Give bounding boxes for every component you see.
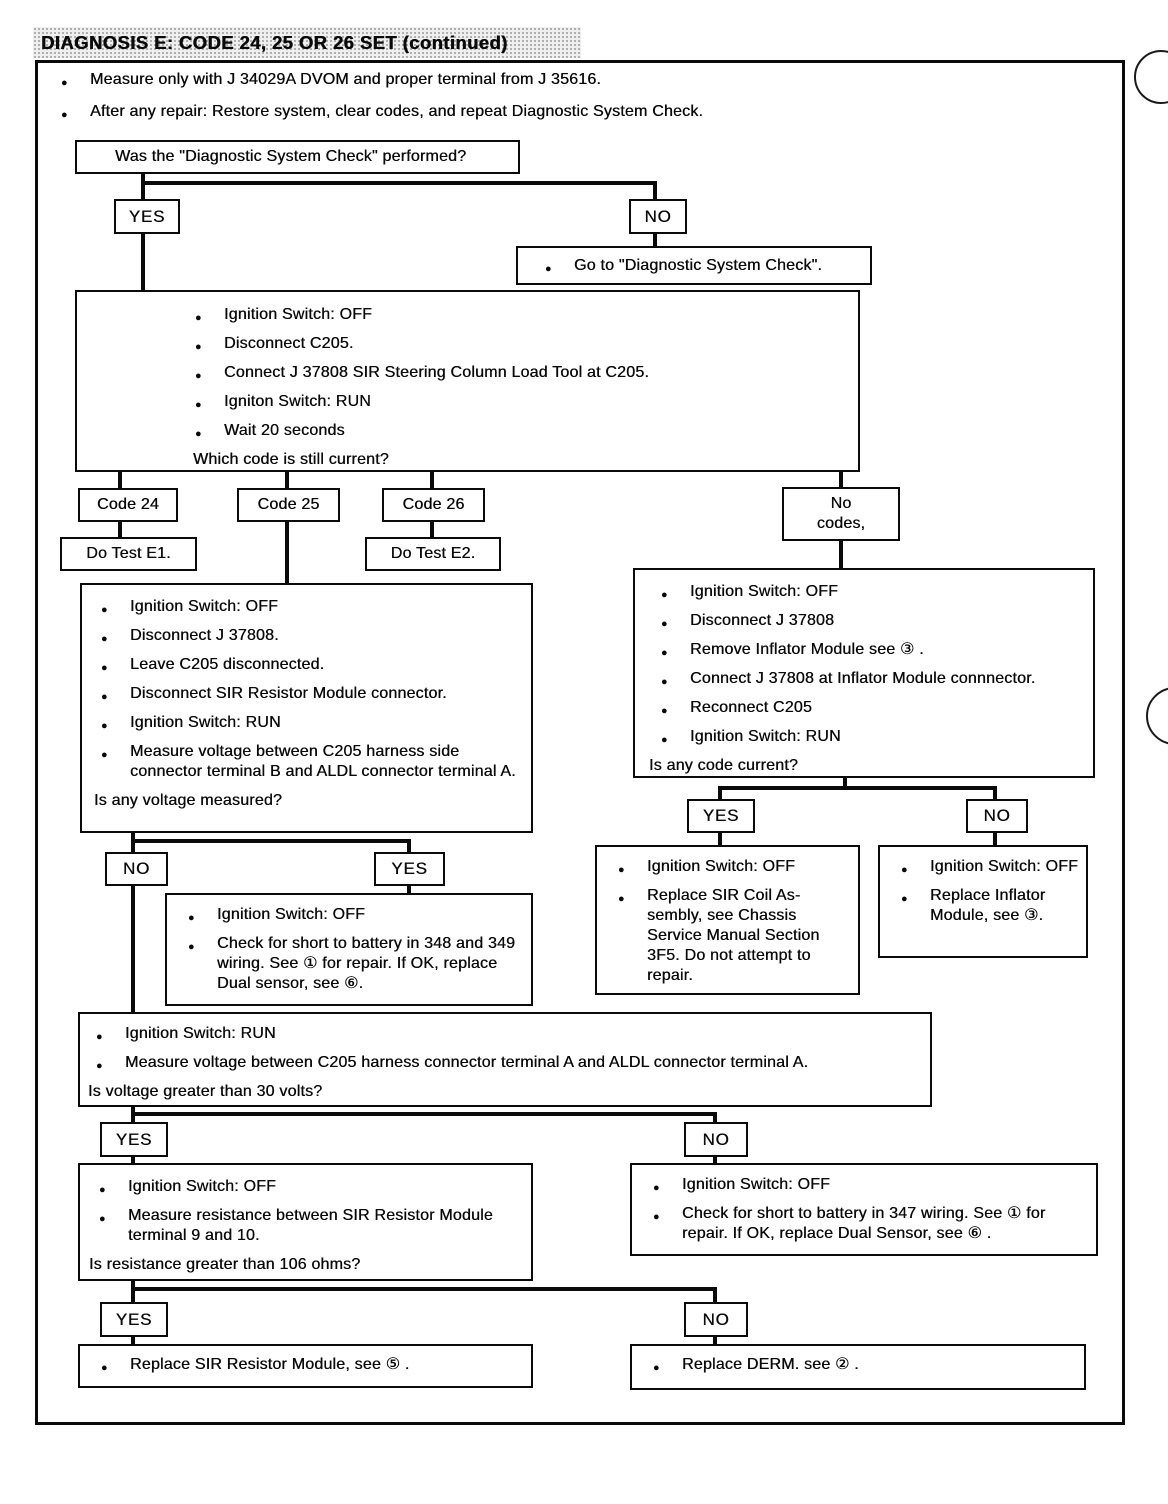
no-codes-text: No [830, 495, 852, 512]
yes-text: YES [115, 1129, 153, 1149]
action-item: ● Ignition Switch: OFF [217, 905, 521, 925]
step-item: ● Ignition Switch: OFF [690, 582, 1083, 602]
connector-line [131, 885, 135, 1012]
yes-text: YES [128, 206, 166, 226]
connector-line [131, 1112, 717, 1116]
action-item: ● Ignition Switch: OFF [930, 857, 1080, 877]
connector-line [718, 786, 722, 799]
replace-inflator-box [878, 845, 1088, 958]
code-26-box [382, 488, 485, 522]
step-item: ● Disconnect J 37808 [690, 611, 1083, 631]
yes-branch-label [100, 1122, 168, 1157]
no-text: NO [702, 1129, 730, 1149]
connector-line [141, 173, 145, 201]
replace-derm-box [630, 1344, 1086, 1390]
step-item: ● Ignition Switch: OFF [128, 1177, 519, 1197]
yes-text: YES [702, 806, 740, 825]
voltage-check-box [80, 583, 533, 833]
do-test-e2-box [365, 537, 501, 571]
action-item: ● Check for short to battery in 347 wiring. See ① for repair. If OK, replace Dual Sensor, see ⑥ . [682, 1204, 1086, 1244]
connector-line [839, 540, 843, 568]
connector-line [430, 470, 434, 488]
note-item: ● After any repair: Restore system, clear codes, and repeat Diagnostic System Check. [90, 102, 1100, 122]
step-item: ● Ignition Switch: RUN [125, 1024, 920, 1044]
step-item: ● Measure voltage between C205 harness side connector terminal B and ALDL connector terminal A. [130, 742, 517, 782]
action-item: ● Replace SIR Coil As-sembly, see Chassis Service Manual Section 3F5. Do not attempt to repair. [647, 886, 850, 986]
connector-line [141, 233, 145, 291]
connector-line [141, 181, 657, 185]
step-item: ● Disconnect C205. [224, 334, 848, 354]
connector-line [285, 521, 289, 583]
connector-line [653, 233, 657, 247]
connector-line [407, 839, 411, 853]
connector-line [118, 521, 122, 537]
do-test-e1-box [60, 537, 197, 571]
short-347-box [630, 1163, 1098, 1256]
code-25-box [237, 488, 340, 522]
no-branch-label [684, 1122, 748, 1157]
connector-line [131, 839, 411, 843]
yes-text: YES [115, 1309, 153, 1329]
code-24-box [78, 488, 178, 522]
code-current-box [633, 568, 1095, 778]
page-title: DIAGNOSIS E: CODE 24, 25 OR 26 SET (continued) [33, 27, 581, 58]
action-item: ● Replace SIR Resistor Module, see ⑤ . [130, 1355, 523, 1375]
yes-branch-label [100, 1302, 168, 1337]
no-branch-label [966, 799, 1028, 833]
do-test-e1-text: Do Test E1. [86, 545, 171, 562]
yes-text: YES [391, 859, 428, 878]
setup-steps-box [75, 290, 860, 472]
step-item: ● Measure resistance between SIR Resistor Module terminal 9 and 10. [128, 1206, 519, 1246]
connector-line [718, 832, 722, 845]
connector-line [713, 1287, 717, 1303]
step-item: ● Ignition Switch: RUN [690, 727, 1083, 747]
yes-branch-label [114, 199, 180, 234]
action-item: ● Ignition Switch: OFF [682, 1175, 1086, 1195]
connector-line [993, 832, 997, 845]
question-text: Is voltage greater than 30 volts? [88, 1083, 323, 1100]
step-item: ● Wait 20 seconds [224, 421, 848, 441]
question-text: Was the "Diagnostic System Check" performed? [115, 148, 467, 165]
step-item: ● Ignition Switch: OFF [224, 305, 848, 325]
yes-branch-label [687, 799, 755, 833]
step-item: ● Disconnect J 37808. [130, 626, 517, 646]
do-test-e2-text: Do Test E2. [390, 545, 476, 562]
no-codes-text: codes, [816, 515, 866, 532]
step-item: ● Connect J 37808 SIR Steering Column Load Tool at C205. [224, 363, 848, 383]
step-item: ● Ignition Switch: RUN [130, 713, 517, 733]
no-branch-label [105, 852, 168, 886]
question-system-check-box [75, 140, 520, 174]
no-text: NO [644, 206, 672, 226]
replace-coil-box [595, 845, 860, 995]
step-item: ● Disconnect SIR Resistor Module connector. [130, 684, 517, 704]
action-item: ● Ignition Switch: OFF [647, 857, 850, 877]
step-item: ● Measure voltage between C205 harness connector terminal A and ALDL connector terminal A. [125, 1053, 920, 1073]
connector-line [993, 786, 997, 799]
resistance-check-box [78, 1163, 533, 1281]
action-item: ● Replace Inflator Module, see ③. [930, 886, 1080, 926]
short-348-box [165, 893, 533, 1006]
intro-notes [55, 70, 1100, 134]
code-26-text: Code 26 [402, 496, 465, 513]
step-item: ● Leave C205 disconnected. [130, 655, 517, 675]
step-item: ● Igniton Switch: RUN [224, 392, 848, 412]
question-text: Is any voltage measured? [94, 792, 283, 809]
no-text: NO [702, 1309, 730, 1329]
no-codes-box [782, 487, 900, 541]
action-item: ● Check for short to battery in 348 and 349 wiring. See ① for repair. If OK, replace Dual sensor, see ⑥. [217, 934, 521, 994]
connector-line [118, 470, 122, 488]
code-25-text: Code 25 [257, 496, 320, 513]
voltage-30-box [78, 1012, 932, 1107]
page-edge-mark-icon [1146, 687, 1168, 745]
no-branch-label [684, 1302, 748, 1337]
question-text: Is resistance greater than 106 ohms? [89, 1256, 361, 1273]
connector-line [430, 521, 434, 537]
question-text: Is any code current? [649, 757, 798, 774]
action-item: ● Go to "Diagnostic System Check". [574, 256, 862, 276]
goto-system-check-box [516, 246, 872, 285]
step-item: ● Connect J 37808 at Inflator Module connnector. [690, 669, 1083, 689]
step-item: ● Reconnect C205 [690, 698, 1083, 718]
connector-line [718, 786, 997, 790]
no-branch-label [629, 199, 687, 234]
step-item: ● Ignition Switch: OFF [130, 597, 517, 617]
connector-line [653, 181, 657, 200]
connector-line [131, 1287, 717, 1291]
yes-branch-label [374, 852, 445, 886]
no-text: NO [983, 806, 1011, 825]
connector-line [131, 1279, 135, 1303]
no-text: NO [122, 859, 151, 878]
note-item: ● Measure only with J 34029A DVOM and proper terminal from J 35616. [90, 70, 1100, 90]
page-edge-mark-icon [1134, 50, 1168, 104]
connector-line [839, 470, 843, 488]
action-item: ● Replace DERM. see ② . [682, 1355, 1076, 1375]
code-24-text: Code 24 [97, 496, 159, 513]
connector-line [285, 470, 289, 488]
step-item: ● Remove Inflator Module see ③ . [690, 640, 1083, 660]
replace-resistor-module-box [78, 1344, 533, 1388]
question-text: Which code is still current? [193, 451, 389, 468]
